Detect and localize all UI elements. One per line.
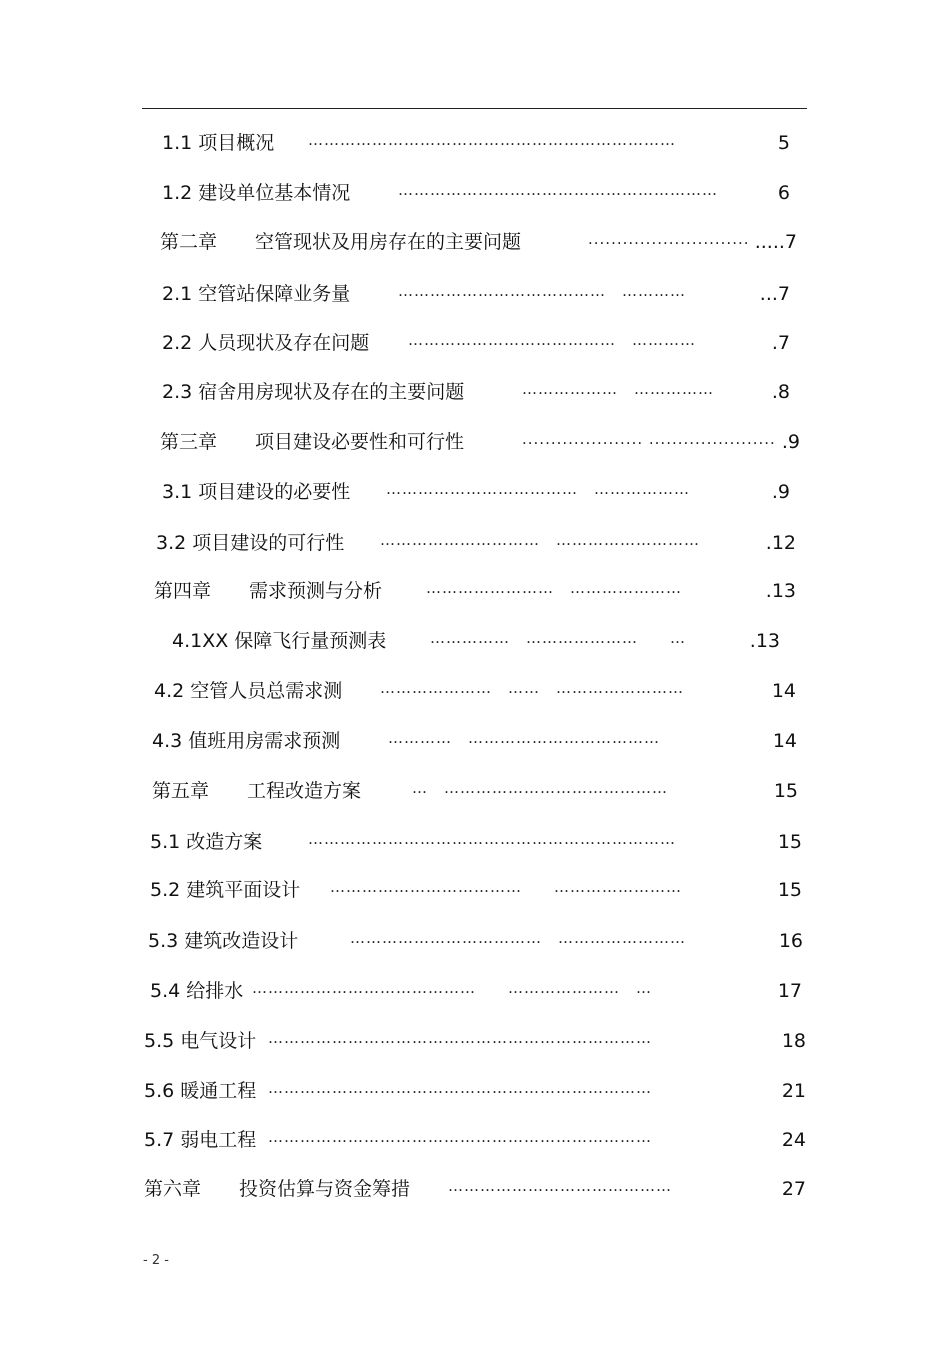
toc-entry-title: 5.4 给排水 <box>150 980 244 1002</box>
toc-entry-page: 6 <box>777 182 790 204</box>
toc-entry-title: 1.2 建设单位基本情况 <box>162 182 351 204</box>
toc-entry-leader: …………………………………… <box>448 1177 672 1195</box>
toc-entry-title: 3.2 项目建设的可行性 <box>156 532 345 554</box>
toc-entry[interactable] <box>0 1126 950 1154</box>
toc-entry-page: 21 <box>781 1080 806 1102</box>
toc-entry-page: 17 <box>777 980 802 1002</box>
toc-entry-page: 24 <box>781 1129 806 1151</box>
toc-entry[interactable] <box>0 577 950 605</box>
toc-entry-title: 2.2 人员现状及存在问题 <box>162 332 370 354</box>
toc-entry[interactable] <box>0 876 950 904</box>
toc-entry-page: .9 <box>771 481 790 503</box>
toc-entry[interactable] <box>0 727 950 755</box>
toc-entry-title: 3.1 项目建设的必要性 <box>162 481 351 503</box>
toc-entry-title: 5.2 建筑平面设计 <box>150 879 301 901</box>
page-number: - 2 - <box>143 1253 169 1268</box>
toc-entry-title: 4.2 空管人员总需求测 <box>154 680 343 702</box>
toc-entry[interactable] <box>0 280 950 308</box>
toc-entry[interactable] <box>0 378 950 406</box>
toc-entry-page: .12 <box>765 532 796 554</box>
toc-entry-title: 5.7 弱电工程 <box>144 1129 257 1151</box>
toc-entry[interactable] <box>0 428 950 456</box>
toc-entry-page: 15 <box>777 879 802 901</box>
toc-entry[interactable] <box>0 1027 950 1055</box>
toc-entry-leader: ………………………………… ………… <box>398 282 687 300</box>
toc-entry[interactable] <box>0 677 950 705</box>
toc-entry-page: .13 <box>749 630 780 652</box>
toc-entry-title: 1.1 项目概况 <box>162 132 275 154</box>
toc-entry-leader: ………… ……………………………… <box>388 729 661 747</box>
toc-entry[interactable] <box>0 529 950 557</box>
toc-entry[interactable] <box>0 927 950 955</box>
toc-entry-page: 14 <box>771 680 796 702</box>
toc-entry-page: 15 <box>773 780 798 802</box>
toc-entry-title: 第三章 项目建设必要性和可行性 <box>160 431 465 453</box>
toc-entry-title: 2.1 空管站保障业务量 <box>162 283 351 305</box>
toc-entry-leader: ……………………………………………………………… <box>268 1029 652 1047</box>
toc-entry-title: 5.3 建筑改造设计 <box>148 930 299 952</box>
toc-entry-page: 15 <box>777 831 802 853</box>
toc-entry-leader: …………… ………………… … <box>430 629 687 647</box>
toc-entry-title: 5.5 电气设计 <box>144 1030 257 1052</box>
toc-entry-leader: ………………………… ……………………… <box>380 531 701 549</box>
toc-entry[interactable] <box>0 129 950 157</box>
toc-entry-page: 27 <box>781 1178 806 1200</box>
toc-entry-title: 4.1XX 保障飞行量预测表 <box>172 630 387 652</box>
toc-entry[interactable] <box>0 777 950 805</box>
toc-entry-page: ...7 <box>759 283 790 305</box>
toc-entry-title: 5.1 改造方案 <box>150 831 263 853</box>
toc-entry-leader: ……………………………… ……………… <box>386 480 691 498</box>
toc-entry-page: .9 <box>781 431 800 453</box>
toc-entry-page: .8 <box>771 381 790 403</box>
toc-entry[interactable] <box>0 1175 950 1203</box>
toc-entry-leader: ..................... ...................... <box>522 430 776 448</box>
toc-entry[interactable] <box>0 977 950 1005</box>
toc-entry-leader: ……………… …………… <box>522 380 715 398</box>
toc-entry-leader: …………………… ………………… <box>426 579 683 597</box>
toc-entry-leader: ………………………………… ………… <box>408 331 697 349</box>
toc-entry-leader: ……………………………………………………………… <box>268 1128 652 1146</box>
toc-entry-title: 第六章 投资估算与资金筹措 <box>144 1178 411 1200</box>
toc-entry-page: .13 <box>765 580 796 602</box>
toc-entry-leader: …………………………………… ………………… … <box>252 979 653 997</box>
toc-entry[interactable] <box>0 627 950 655</box>
toc-entry[interactable] <box>0 329 950 357</box>
toc-entry-leader: ………………… …… …………………… <box>380 679 685 697</box>
toc-entry[interactable] <box>0 228 950 256</box>
toc-entry-title: 2.3 宿舍用房现状及存在的主要问题 <box>162 381 465 403</box>
toc-entry-title: 第四章 需求预测与分析 <box>154 580 383 602</box>
toc-entry-leader: ……………………………… …………………… <box>350 929 687 947</box>
toc-entry-page: .....7 <box>754 231 797 253</box>
toc-entry-leader: …………………………………………………… <box>398 181 718 199</box>
toc-entry-page: 18 <box>781 1030 806 1052</box>
toc-entry-title: 第五章 工程改造方案 <box>152 780 362 802</box>
toc-entry-leader: …………………………………………………………… <box>308 830 676 848</box>
toc-entry-leader: ............................ <box>588 230 750 248</box>
toc-entry-page: .7 <box>771 332 790 354</box>
toc-entry[interactable] <box>0 179 950 207</box>
toc-entry-leader: ……………………………………………………………… <box>268 1079 652 1097</box>
toc-entry-page: 14 <box>772 730 797 752</box>
toc-entry-page: 5 <box>777 132 790 154</box>
toc-entry-page: 16 <box>778 930 803 952</box>
toc-entry-title: 4.3 值班用房需求预测 <box>152 730 341 752</box>
toc-entry-leader: ……………………………… …………………… <box>330 878 683 896</box>
toc-entry[interactable] <box>0 1077 950 1105</box>
toc-entry-title: 第二章 空管现状及用房存在的主要问题 <box>160 231 522 253</box>
toc-entry-leader: … …………………………………… <box>412 779 669 797</box>
toc-entry-leader: …………………………………………………………… <box>308 131 676 149</box>
toc-entry[interactable] <box>0 478 950 506</box>
toc-entry-title: 5.6 暖通工程 <box>144 1080 257 1102</box>
toc-entry[interactable] <box>0 828 950 856</box>
